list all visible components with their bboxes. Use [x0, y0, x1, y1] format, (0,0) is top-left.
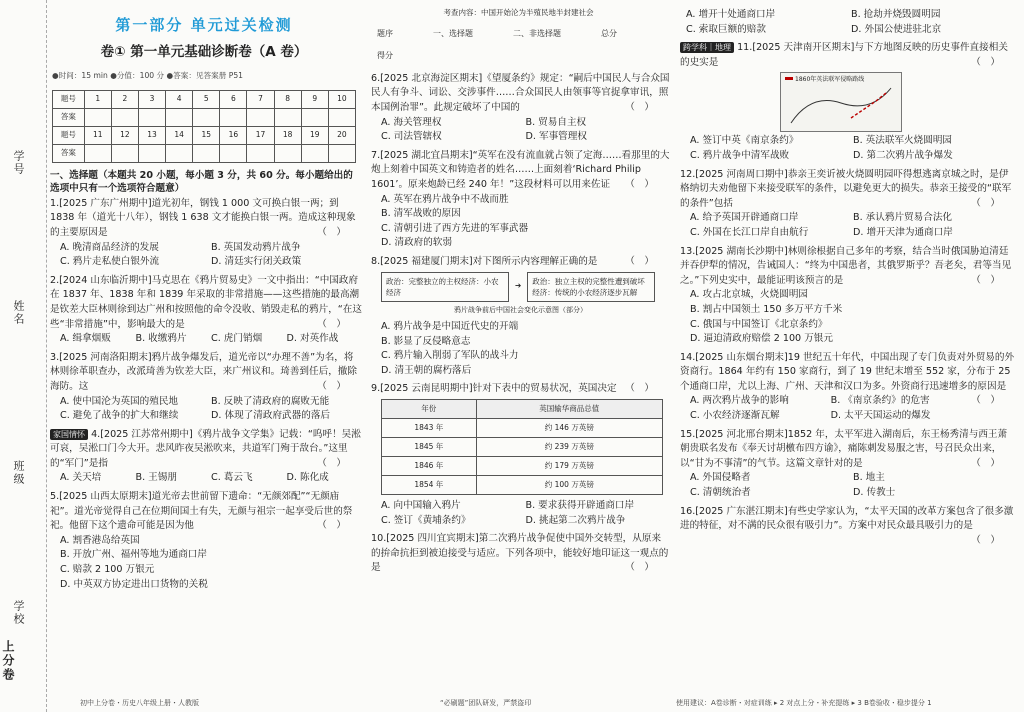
left-footer: 初中上分卷・历史八年级上册・人教版: [80, 699, 199, 707]
option-d[interactable]: D. 对英作战: [286, 333, 339, 345]
option-b[interactable]: B. 承认鸦片贸易合法化: [853, 212, 953, 224]
question-10-options: [686, 8, 1016, 37]
option-c[interactable]: C. 小农经济逐渐瓦解: [690, 410, 780, 422]
table-cell: 6: [220, 90, 247, 108]
table-row: [53, 126, 356, 144]
answer-cell[interactable]: [193, 108, 220, 126]
question-14: [680, 351, 1016, 424]
answer-paren: （ ）: [317, 226, 346, 238]
question-3: [50, 351, 362, 424]
middle-footer: “必刷题”团队研发，严禁盗印: [440, 699, 532, 707]
answer-paren: （ ）: [625, 101, 654, 113]
score-label: 总分: [601, 28, 617, 38]
school-label: 学校: [12, 600, 25, 626]
answer-paren: （ ）: [317, 318, 346, 330]
option-c[interactable]: C. 司法管辖权: [381, 131, 442, 143]
table-cell: 20: [328, 126, 355, 144]
middle-column: [367, 0, 670, 576]
section-heading: 一、选择题（本题共 20 小题，每小题 3 分，共 60 分。每小题给出的选项中只有一个选项符合题意）: [50, 169, 353, 194]
answer-cell[interactable]: [328, 144, 355, 162]
student-no-label: 学号: [12, 150, 25, 176]
map-legend: 1860年英法联军侵略路线: [795, 76, 865, 84]
table-cell: 题号: [53, 126, 85, 144]
name-label: 姓名: [12, 300, 25, 326]
table-cell: 5: [193, 90, 220, 108]
option-a[interactable]: A. 割香港岛给英国: [60, 534, 140, 546]
diagram-box-before: 政治：完整独立的主权经济：小农经济: [381, 272, 509, 302]
table-cell: 4: [166, 90, 193, 108]
table-row: [382, 419, 663, 438]
question-stem: 10.[2025 四川宜宾期末]第二次鸦片战争促使中国外交转型，从原来的拚命抗拒到被迫接受与适应。下列各项中，能较好地印证这一观点的是: [371, 533, 669, 574]
option-d[interactable]: D. 第二次鸦片战争爆发: [853, 149, 953, 161]
exam-meta: ●时间：15 min ●分值：100 分 ●答案：见答案册 P51: [52, 71, 243, 81]
option-b[interactable]: B. 抢劫并烧毁圆明园: [851, 9, 941, 20]
score-field: 得分: [377, 51, 393, 61]
option-d[interactable]: D. 增开天津为通商口岸: [853, 226, 953, 238]
answer-cell[interactable]: [84, 108, 111, 126]
option-c[interactable]: C. 索取巨额的赔款: [686, 23, 766, 35]
question-10: [371, 532, 670, 576]
question-8: [371, 255, 670, 379]
table-row: [382, 438, 663, 457]
option-c[interactable]: C. 俄国与中国签订《北京条约》: [690, 318, 828, 330]
class-label: 班级: [12, 460, 25, 486]
table-row: [53, 108, 356, 126]
option-c[interactable]: C. 葛云飞: [211, 472, 253, 484]
score-label: 二、非选择题: [513, 28, 561, 38]
option-b[interactable]: B. 清军战败的原因: [381, 208, 461, 220]
option-d[interactable]: D. 体现了清政府武器的落后: [211, 410, 331, 422]
option-d[interactable]: D. 军事管理权: [525, 131, 587, 143]
question-stem: 5.[2025 山西太原期末]道光帝去世前留下遗命：“无颜郊配”“无颜庙祀”。道光帝觉得自己在位期间国土有失，无颜与祖宗一起享受后世的祭祀。他留下这个遗命可能是因为他: [50, 491, 353, 532]
question-stem: 1.[2025 广东广州期中]道光初年，钢钱 1 000 文可换白银一两；到 1838 年（道光十八年），钢钱 1 638 文才能换白银一两。造成这种现象的主要原因是: [50, 197, 356, 238]
option-a[interactable]: A. 增开十处通商口岸: [686, 9, 776, 20]
table-row: [382, 457, 663, 476]
trade-table: [381, 399, 663, 495]
answer-cell[interactable]: [301, 144, 328, 162]
question-stem: 8.[2025 福建厦门期末]对下图所示内容理解正确的是: [371, 255, 598, 267]
option-a[interactable]: A. 使中国沦为英国的殖民地: [60, 395, 179, 407]
question-stem: 6.[2025 北京海淀区期末]《望厦条约》规定：“嗣后中国民人与合众国民人有争斗、词讼、交涉事件……合众国民人由领事等官捉拿审讯，照本国例治罪”。此规定破坏了中国的: [371, 72, 670, 113]
table-cell: 答案: [53, 108, 85, 126]
answer-paren: （ ）: [317, 380, 346, 392]
question-6: [371, 72, 670, 145]
option-c[interactable]: C. 清朝统治者: [690, 487, 751, 499]
diagram-box-after: 政治：独立主权的完整性遭到破坏 经济：传统的小农经济逐步瓦解: [527, 272, 655, 302]
binding-margin: [0, 0, 47, 712]
table-row: [382, 476, 663, 495]
question-stem: 14.[2025 山东烟台期末]19 世纪五十年代，中国出现了专门负责对外贸易的外资商行。1864 年约有 150 家商行，到了 19 世纪末增至 552 家，分布于 25 个通商口岸，尤以上海、广州、天津和汉口为多。外资商行迅速增多的原因是: [680, 351, 1015, 392]
answer-paren: （ ）: [625, 562, 654, 574]
brand-logo: 上分卷: [1, 640, 15, 682]
answer-cell[interactable]: [84, 144, 111, 162]
option-d[interactable]: D. 陈化成: [286, 472, 329, 484]
answer-cell[interactable]: [166, 108, 193, 126]
question-9: [371, 382, 670, 528]
answer-cell[interactable]: [274, 144, 301, 162]
question-1: [50, 197, 362, 270]
answer-paren: （ ）: [971, 274, 1000, 286]
answer-paren: （ ）: [971, 197, 1000, 209]
question-2: [50, 274, 362, 347]
answer-paren: （ ）: [971, 56, 1000, 68]
question-stem: 3.[2025 河南洛阳期末]鸦片战争爆发后，道光帝以“办理不善”为名，将林则徐革职查办，改派琦善为钦差大臣，来广州议和。琦善到任后，撤除海防。这: [50, 351, 357, 392]
table-cell: 9: [301, 90, 328, 108]
option-b[interactable]: B. 要求获得开辟通商口岸: [525, 500, 635, 512]
part-title: 第一部分 单元过关检测: [115, 16, 293, 34]
table-row: [53, 144, 356, 162]
right-column: [676, 0, 1016, 548]
option-d[interactable]: D. 挑起第二次鸦片战争: [525, 514, 626, 526]
option-c[interactable]: C. 避免了战争的扩大和继续: [60, 410, 179, 422]
topic-header: 考查内容：中国开始沦为半殖民地半封建社会: [443, 8, 594, 17]
option-a[interactable]: A. 晚清商品经济的发展: [60, 241, 159, 253]
answer-cell[interactable]: [220, 144, 247, 162]
table-cell: 13: [138, 126, 165, 144]
question-stem: 7.[2025 湖北宜昌期末]“英军在没有流血就占领了定海……看那里的大炮上刻着中国英文和铸造者的姓名……上面刻着‘Richard Philip 1601’。原来炮龄已经 240 年！”这段材料可以用来佐证: [371, 149, 670, 190]
column-header: 英国输华商品总值: [476, 400, 662, 419]
table-cell: 8: [274, 90, 301, 108]
question-7: [371, 149, 670, 251]
question-stem: 13.[2025 湖南长沙期中]林则徐根据自己多年的考察，结合当时俄国胁迫清廷并吞伊犁的情况，告诫国人：“终为中国患者，其俄罗斯乎？吾老矣，君等当见之。”下列史实中，最能证明该预言的是: [680, 245, 1012, 286]
answer-paren: （ ）: [317, 457, 346, 469]
question-13: [680, 245, 1016, 347]
option-d[interactable]: D. 清王朝的腐朽落后: [381, 364, 472, 376]
answer-paren: （ ）: [971, 457, 1000, 469]
option-b[interactable]: B. 英国发动鸦片战争: [211, 241, 301, 253]
option-d[interactable]: D. 清廷实行闭关政策: [211, 256, 302, 268]
answer-cell[interactable]: [328, 108, 355, 126]
category-tag: 跨学科｜地理: [680, 42, 734, 53]
answer-paren: （ ）: [625, 383, 654, 395]
table-cell: 18: [274, 126, 301, 144]
score-label: 题序: [377, 28, 393, 38]
option-a[interactable]: A. 鸦片战争是中国近代史的开端: [381, 321, 519, 333]
option-b[interactable]: B. 收缴鸦片: [135, 333, 187, 345]
question-stem: 16.[2025 广东湛江期末]有些史学家认为，“太平天国的改革方案包含了很多激进的特征，对不满的民众很有吸引力”。方案中对民众最具吸引力的是: [680, 505, 1014, 532]
option-c[interactable]: C. 签订《黄埔条约》: [381, 514, 471, 526]
option-b[interactable]: B. 英法联军火烧圆明园: [853, 135, 953, 147]
option-c[interactable]: C. 赔款 2 100 万银元: [60, 564, 155, 576]
answer-cell[interactable]: [166, 144, 193, 162]
table-cell: 1846 年: [382, 457, 477, 476]
table-cell: 7: [247, 90, 274, 108]
option-a[interactable]: A. 缉拿烟贩: [60, 333, 111, 345]
option-b[interactable]: B. 王锡朋: [135, 472, 177, 484]
answer-cell[interactable]: [247, 108, 274, 126]
table-cell: 约 239 万英镑: [476, 438, 662, 457]
table-cell: 约 179 万英镑: [476, 457, 662, 476]
answer-cell[interactable]: [301, 108, 328, 126]
option-a[interactable]: A. 英军在鸦片战争中不战而胜: [381, 193, 509, 205]
answer-cell[interactable]: [193, 144, 220, 162]
question-stem: 12.[2025 河南周口期中]恭亲王奕䜣被火烧圆明园吓得想逃离京城之时，是伊格纳切夫劝他留下来接受联军的条件，以避免更大的损失。恭亲王接受的“联军的条件”包括: [680, 168, 1012, 209]
column-header: 年份: [382, 400, 477, 419]
option-b[interactable]: B. 《南京条约》的危害: [830, 395, 930, 407]
table-cell: 2: [111, 90, 138, 108]
answer-cell[interactable]: [247, 144, 274, 162]
table-cell: 1854 年: [382, 476, 477, 495]
option-b[interactable]: B. 贸易自主权: [525, 116, 587, 128]
option-a[interactable]: A. 两次鸦片战争的影响: [690, 395, 789, 407]
option-a[interactable]: A. 关天培: [60, 472, 102, 484]
option-c[interactable]: C. 虎门销烟: [211, 333, 263, 345]
table-cell: 14: [166, 126, 193, 144]
answer-cell[interactable]: [220, 108, 247, 126]
table-cell: 11: [84, 126, 111, 144]
option-d[interactable]: D. 传教士: [853, 487, 896, 499]
table-cell: 1843 年: [382, 419, 477, 438]
change-diagram: [381, 272, 670, 302]
option-d[interactable]: D. 逼迫清政府赔偿 2 100 万银元: [690, 333, 833, 345]
question-4: [50, 428, 362, 486]
table-row: [53, 90, 356, 108]
option-a[interactable]: A. 外国侵略者: [690, 472, 751, 484]
question-11: [680, 41, 1016, 163]
question-15: [680, 428, 1016, 501]
answer-cell[interactable]: [111, 144, 138, 162]
option-b[interactable]: B. 地主: [853, 472, 885, 484]
question-stem: 9.[2025 云南昆明期中]针对下表中的贸易状况，英国决定: [371, 383, 617, 395]
option-c[interactable]: C. 鸦片走私使白银外流: [60, 256, 160, 268]
table-cell: 10: [328, 90, 355, 108]
answer-paren: （ ）: [317, 520, 346, 532]
category-tag: 家国情怀: [50, 429, 88, 440]
option-d[interactable]: D. 外国公使进驻北京: [851, 23, 942, 35]
option-c[interactable]: C. 清朝引进了西方先进的军事武器: [381, 222, 529, 234]
answer-paren: （ ）: [971, 395, 1000, 407]
table-cell: 16: [220, 126, 247, 144]
table-cell: 答案: [53, 144, 85, 162]
option-a[interactable]: A. 攻占北京城，火烧圆明园: [690, 289, 809, 301]
invasion-route-map: [780, 72, 902, 132]
question-5: [50, 490, 362, 592]
table-cell: 19: [301, 126, 328, 144]
question-stem: 4.[2025 江苏常州期中]《鸦片战争文学集》记载：“呜呼！吴淞可哀，吴淞口门今大开。悲风昨夜吴淞吹来，共道军门殉于敌台。”这里的“军门”是指: [50, 428, 361, 469]
answer-cell[interactable]: [111, 108, 138, 126]
option-b[interactable]: B. 割占中国领土 150 多万平方千米: [690, 303, 843, 315]
answer-cell[interactable]: [138, 108, 165, 126]
right-footer: 使用建议：A卷诊断・对症训练 ▸ 2 对点上分・补充提练 ▸ 3 B卷验收・稳步提分 1: [676, 699, 932, 707]
answer-paren: （ ）: [625, 255, 654, 267]
question-12: [680, 168, 1016, 241]
table-cell: 17: [247, 126, 274, 144]
question-stem: 15.[2025 河北邢台期末]1852 年，太平军进入湖南后，东王杨秀清与西王萧朝贵联名发布《奉天讨胡檄布四方谕》，痛陈刺发易服之害，号召民众出来，以“甘为不事清”的气节。这篇文章针对的是: [680, 428, 1008, 469]
table-cell: 约 146 万英镑: [476, 419, 662, 438]
option-d[interactable]: D. 中英双方协定进出口货物的关税: [60, 578, 208, 590]
answer-cell[interactable]: [138, 144, 165, 162]
answer-paren: （ ）: [971, 534, 1000, 546]
score-row: [377, 27, 670, 42]
option-a[interactable]: A. 签订中英《南京条约》: [690, 135, 799, 147]
option-b[interactable]: B. 开放广州、福州等地为通商口岸: [60, 549, 207, 561]
table-cell: 1845 年: [382, 438, 477, 457]
option-a[interactable]: A. 海关管理权: [381, 116, 442, 128]
question-stem: 11.[2025 天津南开区期末]与下方地图反映的历史事件直接相关的史实是: [680, 42, 1008, 68]
arrow-right-icon: ➔: [515, 281, 522, 291]
table-row: [382, 400, 663, 419]
option-a[interactable]: A. 向中国输入鸦片: [381, 500, 461, 512]
option-d[interactable]: D. 清政府的软弱: [381, 237, 453, 249]
table-cell: 15: [193, 126, 220, 144]
option-d[interactable]: D. 太平天国运动的爆发: [830, 410, 931, 422]
option-b[interactable]: B. 影显了反侵略意志: [381, 335, 471, 347]
table-cell: 1: [84, 90, 111, 108]
question-stem: 2.[2024 山东临沂期中]马克思在《鸦片贸易史》一文中指出：“中国政府在 1837 年、1838 年和 1839 年采取的非常措施——这些措施的最高潮是钦差大臣林则徐到达广州和按照他的命令没收、销毁走私的鸦片，“在这些“非常措施”中，影响最大的是: [50, 274, 362, 330]
answer-cell[interactable]: [274, 108, 301, 126]
option-c[interactable]: C. 外国在长江口岸自由航行: [690, 226, 809, 238]
score-label: 一、选择题: [433, 28, 473, 38]
table-cell: 题号: [53, 90, 85, 108]
exam-title: 卷① 第一单元基础诊断卷（A 卷）: [100, 43, 308, 60]
option-b[interactable]: B. 反映了清政府的腐败无能: [211, 395, 330, 407]
table-cell: 12: [111, 126, 138, 144]
diagram-caption: 鸦片战争前后中国社会变化示意图（部分）: [454, 305, 587, 314]
option-a[interactable]: A. 给予英国开辟通商口岸: [690, 212, 799, 224]
left-column: [46, 0, 362, 596]
table-cell: 约 100 万英镑: [476, 476, 662, 495]
option-c[interactable]: C. 鸦片战争中清军战败: [690, 149, 790, 161]
table-cell: 3: [138, 90, 165, 108]
answer-paren: （ ）: [625, 178, 654, 190]
question-16: [680, 505, 1016, 546]
answer-table: [52, 90, 356, 163]
option-c[interactable]: C. 鸦片输入削弱了军队的战斗力: [381, 350, 519, 362]
